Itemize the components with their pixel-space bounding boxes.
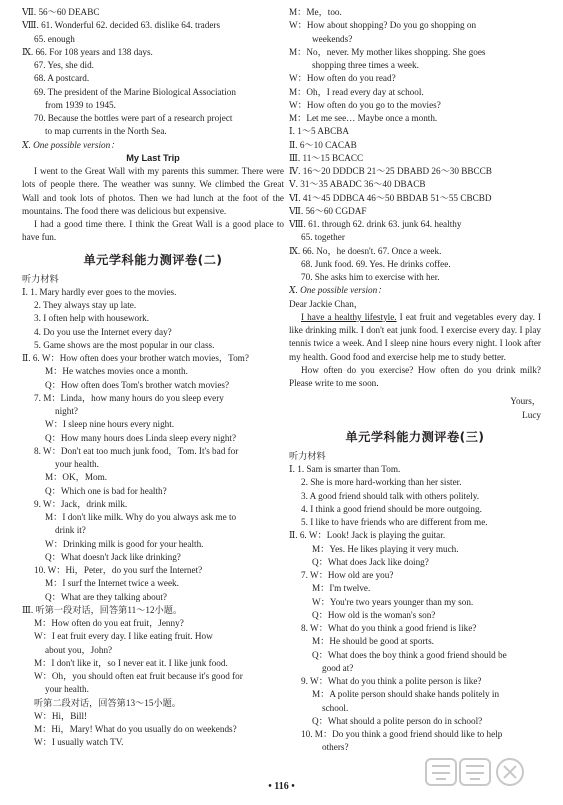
answer-line: 70. Because the bottles were part of a research project [34, 113, 233, 123]
answer-line: Ⅸ. 66. For 108 years and 138 days. [22, 46, 153, 57]
answer-line: to map currents in the North Sea. [45, 126, 167, 137]
answer-line: 67. Yes, she did. [34, 60, 94, 70]
script-line: school. [322, 702, 349, 713]
script-line: Q：What doesn't Jack like drinking? [45, 551, 181, 562]
script-line: your health. [45, 684, 89, 695]
answer-line: Ⅴ. 31～35 ABADC 36～40 DBACB [289, 179, 426, 190]
answer-line: shopping three times a week. [312, 60, 419, 70]
script-line: 2. They always stay up late. [34, 300, 137, 310]
script-line: Q：What does Jack like doing? [312, 556, 429, 567]
answer-line: M：No，never. My mother likes shopping. She goes [289, 46, 486, 57]
script-line: Q：How often does Tom's brother watch movies? [45, 379, 230, 390]
right-column [289, 6, 541, 755]
script-line: 听力材料 [22, 273, 59, 284]
script-line: M：I don't like milk. Why do you always ask me to [45, 512, 237, 522]
script-line: 听力材料 [289, 450, 326, 461]
answer-line: 65. together [301, 232, 345, 243]
answer-block-test-2 [289, 6, 541, 284]
script-line: M：I'm twelve. [312, 583, 371, 594]
script-line: M：How often do you eat fruit，Jenny? [34, 618, 184, 628]
answer-line: W：How often do you read? [289, 73, 396, 84]
script-line: 10. W：Hi，Peter，do you surf the Internet? [34, 565, 203, 575]
letter-closing: Yours， [510, 396, 541, 407]
section-title-test-3: 单元学科能力测评卷(三) [345, 429, 485, 444]
script-line: M：I surf the Internet twice a week. [45, 578, 179, 589]
section-title-test-2: 单元学科能力测评卷(二) [83, 252, 223, 267]
script-line: 8. W：Don't eat too much junk food，Tom. It's bad for [34, 445, 239, 456]
script-line: good at? [322, 662, 354, 673]
script-line: M：Yes. He likes playing it very much. [312, 543, 459, 554]
script-line: Q：What does the boy think a good friend should be [312, 649, 507, 660]
essay-title: My Last Trip [126, 152, 180, 163]
writing-version-label: Ⅹ. One possible version： [289, 285, 387, 296]
listening-script-test-2 [22, 273, 284, 750]
answer-line: Ⅳ. 16～20 DDDCB 21～25 DBABD 26～30 BBCCB [289, 166, 492, 176]
listening-script-test-3 [289, 450, 541, 755]
answer-line: 68. Junk food. 69. Yes. He drinks coffee. [301, 258, 451, 269]
script-line: M：He should be good at sports. [312, 636, 434, 647]
script-line: 10. M：Do you think a good friend should like to help [301, 729, 503, 739]
answer-line: weekends? [312, 33, 353, 44]
answer-line: 68. A postcard. [34, 73, 90, 84]
answer-line: Ⅱ. 6～10 CACAB [289, 139, 357, 150]
script-line: 7. W：How old are you? [301, 570, 394, 580]
script-line: 5. I like to have friends who are different from me. [301, 517, 488, 527]
script-line: W：I usually watch TV. [34, 737, 124, 748]
letter-underlined-sentence: I have a healthy lifestyle. [301, 311, 397, 322]
answer-line: 69. The president of the Marine Biological Association [34, 86, 236, 97]
script-line: 3. I often help with housework. [34, 313, 150, 324]
script-line: night? [55, 406, 78, 416]
script-line: Q：Which one is bad for health? [45, 485, 167, 496]
script-line: 9. W：What do you think a polite person is like? [301, 676, 482, 686]
answer-line: M：Me，too. [289, 7, 342, 17]
essay-paragraph-1: I went to the Great Wall with my parents this summer. There were lots of people there. The weather was sunny. We climbed the Great Wall and took lots of photos. Then we had lunch at the foot of the mountains. The food there was delicious but expensive. [22, 166, 284, 216]
left-column [22, 6, 284, 750]
script-line: Ⅲ. 听第一段对话，回答第11～12小题。 [22, 604, 183, 615]
script-line: Q：What are they talking about? [45, 591, 167, 602]
answer-line: W：How about shopping? Do you go shopping on [289, 20, 477, 31]
answer-line: M：Oh，I read every day at school. [289, 86, 424, 97]
script-line: about you，John? [45, 644, 113, 655]
script-line: 7. M：Linda，how many hours do you sleep every [34, 392, 224, 403]
writing-version-label: Ⅹ. One possible version： [22, 139, 120, 150]
watermark-logo-icon [424, 756, 560, 802]
script-line: W：Drinking milk is good for your health. [45, 538, 204, 549]
script-line: W：I sleep nine hours every night. [45, 419, 175, 430]
script-line: Q：How old is the woman's son? [312, 609, 436, 620]
answer-line: 70. She asks him to exercise with her. [301, 272, 440, 282]
answer-line: Ⅵ. 41～45 DDBCA 46～50 BBDAB 51～55 CBCBD [289, 192, 492, 203]
letter-greeting: Dear Jackie Chan， [289, 298, 363, 309]
answer-line: W：How often do you go to the movies? [289, 99, 441, 110]
script-line: Q：What should a polite person do in school? [312, 715, 483, 726]
script-line: W：Oh，you should often eat fruit because it's good for [34, 671, 243, 681]
script-line: others? [322, 742, 349, 753]
script-line: W：You're two years younger than my son. [312, 596, 474, 607]
script-line: M：OK，Mom. [45, 472, 108, 483]
script-line: 3. A good friend should talk with others politely. [301, 490, 480, 501]
script-line: Ⅱ. 6. W：How often does your brother watch movies，Tom? [22, 353, 249, 363]
script-line: Ⅰ. 1. Mary hardly ever goes to the movies. [22, 286, 177, 297]
script-line: W：I eat fruit every day. I like eating fruit. How [34, 631, 213, 642]
script-line: 5. Game shows are the most popular in our class. [34, 339, 215, 350]
answer-line: Ⅲ. 11～15 BCACC [289, 152, 364, 163]
answer-line: from 1939 to 1945. [45, 99, 116, 110]
answer-block-unit1 [22, 6, 284, 139]
script-line: W：Hi，Bill! [34, 710, 88, 721]
answer-line: 65. enough [34, 33, 75, 44]
letter-paragraph-1-rest: I eat fruit and vegetables every day. I like drinking milk. I don't eat junk food. I exercise every day. I play tennis twice a week. And I sleep nine hours every night. I look after my health. Good food and exercise help me to study better. [289, 311, 541, 362]
script-line: 听第二段对话，回答第13～15小题。 [34, 697, 181, 708]
letter-paragraph-2: How often do you exercise? How often do you drink milk? Please write to me soon. [289, 364, 541, 388]
script-line: 4. I think a good friend should be more outgoing. [301, 503, 482, 514]
script-line: 2. She is more hard-working than her sister. [301, 477, 462, 488]
script-line: drink it? [55, 525, 86, 536]
script-line: M：I don't like it，so I never eat it. I like junk food. [34, 657, 228, 668]
page-number: • 116 • [268, 781, 295, 792]
answer-line: Ⅸ. 66. No，he doesn't. 67. Once a week. [289, 245, 442, 256]
letter-paragraph-1 [289, 311, 541, 364]
answer-line: Ⅶ. 56～60 DEABC [22, 7, 100, 17]
script-line: Q：How many hours does Linda sleep every night? [45, 432, 237, 443]
script-line: your health. [55, 459, 99, 469]
script-line: 4. Do you use the Internet every day? [34, 326, 172, 337]
script-line: Ⅰ. 1. Sam is smarter than Tom. [289, 464, 401, 474]
letter-signature: Lucy [522, 409, 541, 420]
answer-line: Ⅷ. 61. Wonderful 62. decided 63. dislike 64. traders [22, 20, 221, 31]
script-line: 9. W：Jack，drink milk. [34, 498, 128, 509]
essay-paragraph-2: I had a good time there. I think the Great Wall is a good place to have fun. [22, 219, 284, 243]
script-line: M：He watches movies once a month. [45, 366, 188, 377]
answer-line: Ⅷ. 61. through 62. drink 63. junk 64. healthy [289, 219, 462, 229]
script-line: Ⅱ. 6. W：Look! Jack is playing the guitar. [289, 530, 446, 541]
script-line: M：Hi，Mary! What do you usually do on weekends? [34, 724, 237, 734]
answer-line: M：Let me see… Maybe once a month. [289, 113, 438, 123]
script-line: M：A polite person should shake hands politely in [312, 689, 500, 700]
script-line: 8. W：What do you think a good friend is like? [301, 623, 477, 633]
answer-line: Ⅶ. 56～60 CGDAF [289, 205, 367, 216]
answer-line: Ⅰ. 1～5 ABCBA [289, 126, 350, 137]
